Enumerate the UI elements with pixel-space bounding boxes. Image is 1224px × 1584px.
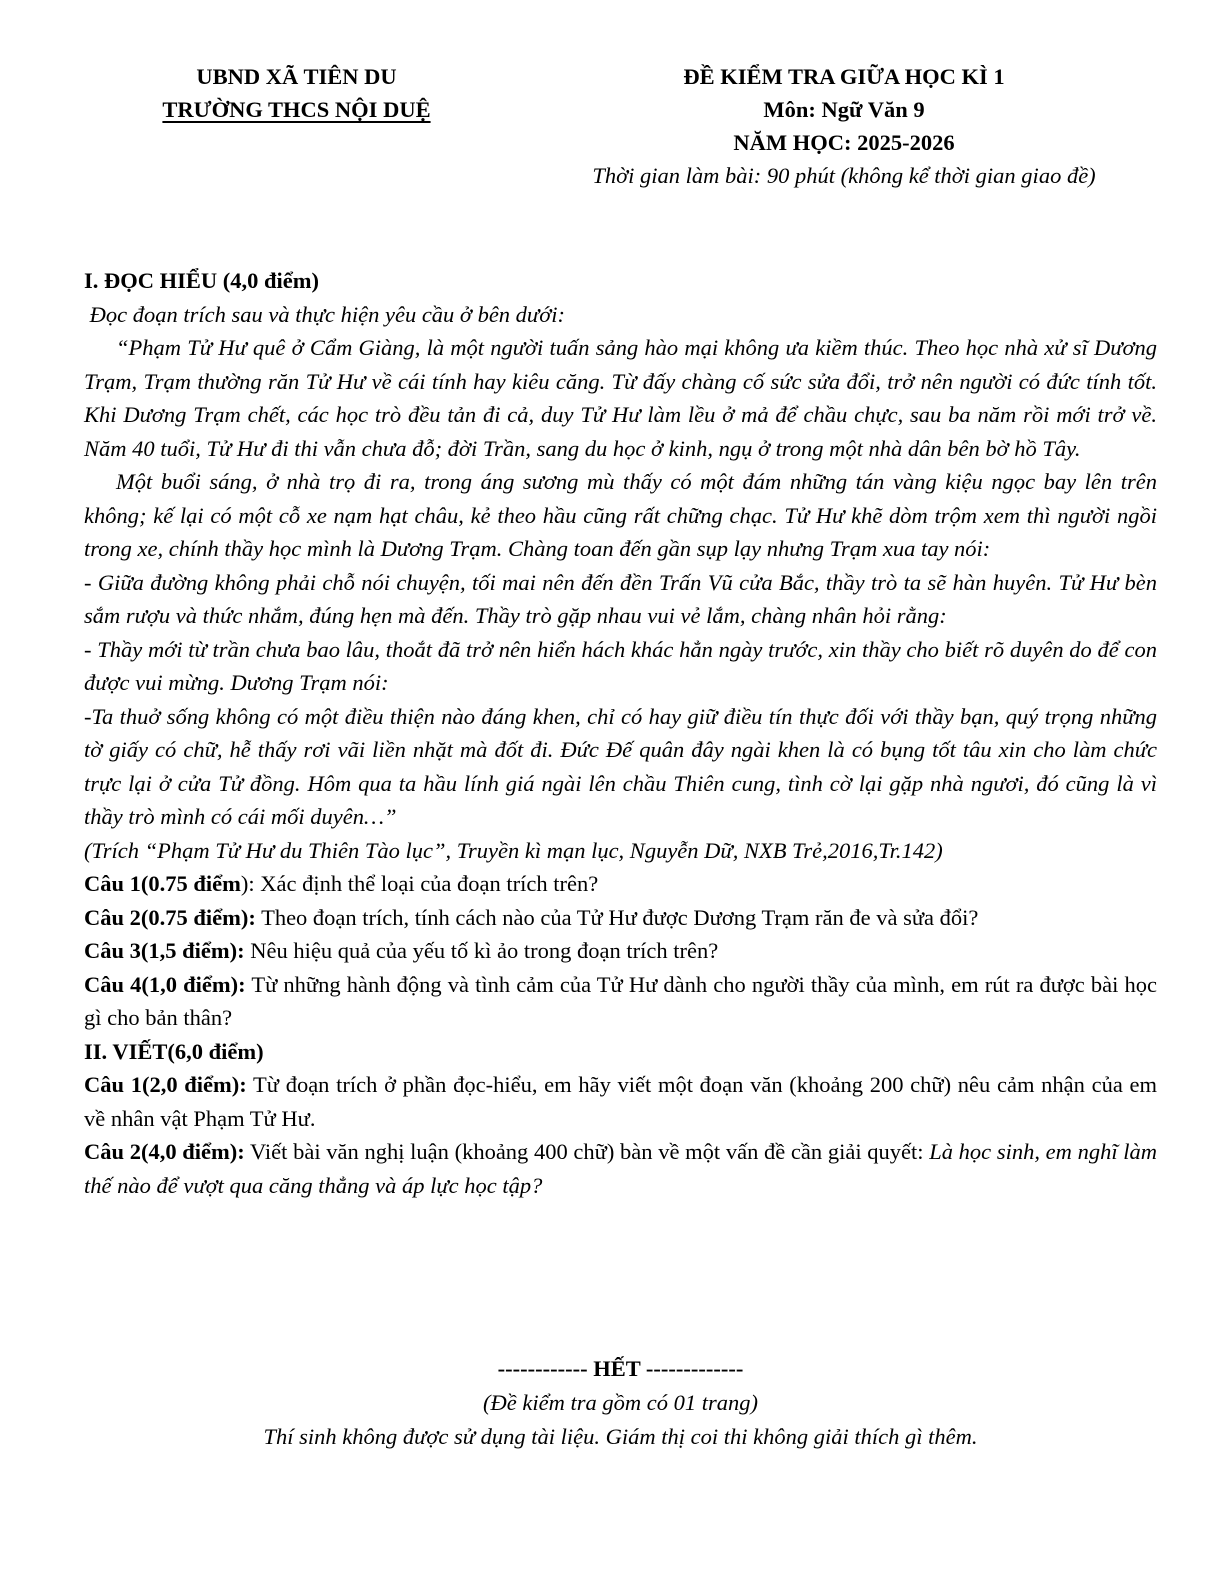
exam-header [524, 60, 1164, 192]
exam-duration: Thời gian làm bài: 90 phút (không kể thời gian giao đề) [592, 163, 1096, 188]
school-name: TRƯỜNG THCS NỘI DUỆ [162, 97, 431, 122]
school-header [84, 60, 509, 126]
rules-note: Thí sinh không được sử dụng tài liệu. Giám thị coi thi không giải thích gì thêm. [263, 1424, 978, 1449]
question-3-text: Nêu hiệu quả của yếu tố kì ảo trong đoạn trích trên? [244, 938, 719, 963]
question-3-label: Câu 3(1,5 điểm): [84, 938, 245, 963]
reading-instruction: Đọc đoạn trích sau và thực hiện yêu cầu ở bên dưới: [84, 301, 565, 327]
question-2-label: Câu 2(0.75 điểm): [84, 904, 256, 930]
writing-question-2 [84, 1135, 1157, 1202]
section-reading-title: I. ĐỌC HIỂU (4,0 điểm) [84, 268, 319, 293]
exam-title: ĐỀ KIỂM TRA GIỮA HỌC KÌ 1 [683, 64, 1005, 89]
writing-question-2-prompt: Là học sinh, em nghĩ làm thế nào để vượt qua căng thẳng và áp lực học tập? [84, 1139, 1158, 1198]
excerpt-paragraph-1: “Phạm Tử Hư quê ở Cẩm Giàng, là một người tuấn sảng hào mại không ưa kiềm thúc. Theo học nhà xử sĩ Dương Trạm, Trạm thường răn Tử Hư về cái tính hay kiêu căng. Từ đấy chàng cố sức sửa đổi, trở nên người có đức tính tốt. Khi Dương Trạm chết, các học trò đều tản đi cả, duy Tử Hư làm lều ở mả để chầu chực, sau ba năm rồi mới trở về. Năm 40 tuổi, Tử Hư đi thi vẫn chưa đỗ; đời Trần, sang du học ở kinh, ngụ ở trong một nhà dân bên bờ hồ Tây. [84, 335, 1157, 461]
excerpt-paragraph-5: -Ta thuở sống không có một điều thiện nào đáng khen, chỉ có hay giữ điều tín thực đối với thầy bạn, quý trọng những tờ giấy có chữ, hễ thấy rơi vãi liền nhặt mà đốt đi. Đức Đế quân đây ngài khen là có bụng tốt tâu xin cho làm chức trực lại ở cửa Tử đồng. Hôm qua ta hầu lính giá ngài lên chầu Thiên cung, tình cờ lại gặp nhà ngươi, đó cũng là vì thầy trò mình có cái mối duyên…” [84, 703, 1157, 829]
page-count-note: (Đề kiểm tra gồm có 01 trang) [483, 1390, 758, 1415]
end-marker: ------------ HẾT ------------- [497, 1356, 744, 1381]
question-3 [84, 934, 1157, 968]
writing-question-1-text: Từ đoạn trích ở phần đọc-hiểu, em hãy viết một đoạn văn (khoảng 200 chữ) nêu cảm nhận của em về nhân vật Phạm Tử Hư. [84, 1072, 1163, 1131]
writing-question-2-text: Viết bài văn nghị luận (khoảng 400 chữ) bàn về một vấn đề cần giải quyết: [244, 1139, 930, 1164]
commune-name: UBND XÃ TIÊN DU [196, 64, 397, 89]
question-4-text: Từ những hành động và tình cảm của Tử Hư dành cho người thầy của mình, em rút ra được bài học gì cho bản thân? [84, 971, 1163, 1030]
question-2 [84, 901, 1157, 935]
question-4-label: Câu 4(1,0 điểm): [84, 971, 246, 997]
excerpt-paragraph-2: Một buổi sáng, ở nhà trọ đi ra, trong áng sương mù thấy có một đám những tán vàng kiệu ngọc bay lên trên không; kế lại có một cỗ xe nạm hạt châu, kẻ theo hầu cũng rất chững chạc. Tử Hư khẽ dòm trộm xem thì người ngồi trong xe, chính thầy học mình là Dương Trạm. Chàng toan đến gần sụp lạy nhưng Trạm xua tay nói: [84, 469, 1157, 561]
exam-footer [84, 1352, 1157, 1454]
exam-year: NĂM HỌC: 2025-2026 [733, 130, 955, 155]
exam-body [84, 264, 1163, 1202]
writing-question-1 [84, 1068, 1163, 1135]
writing-question-2-label: Câu 2(4,0 điểm): [84, 1139, 245, 1164]
section-writing-title: II. VIẾT(6,0 điểm) [84, 1038, 264, 1064]
excerpt-paragraph-3: - Giữa đường không phải chỗ nói chuyện, tối mai nên đến đền Trấn Vũ cửa Bắc, thầy trò ta sẽ hàn huyên. Tử Hư bèn sắm rượu và thức nhắm, đúng hẹn mà đến. Thầy trò gặp nhau vui vẻ lắm, chàng nhân hỏi rằng: [84, 569, 1157, 628]
question-1 [84, 867, 1157, 901]
question-2-text: Theo đoạn trích, tính cách nào của Tử Hư được Dương Trạm răn đe và sửa đổi? [255, 904, 979, 930]
excerpt-source: (Trích “Phạm Tử Hư du Thiên Tào lục”, Truyền kì mạn lục, Nguyễn Dữ, NXB Trẻ,2016,Tr.142) [84, 837, 943, 863]
question-4 [84, 968, 1163, 1035]
question-1-text: ): Xác định thể loại của đoạn trích trên? [240, 871, 599, 896]
writing-question-1-label: Câu 1(2,0 điểm): [84, 1072, 247, 1097]
question-1-label: Câu 1(0.75 điểm [84, 871, 241, 896]
exam-subject: Môn: Ngữ Văn 9 [763, 97, 925, 122]
excerpt-paragraph-4: - Thầy mới từ trần chưa bao lâu, thoắt đã trở nên hiển hách khác hẳn ngày trước, xin thầy cho biết rõ duyên do để con được vui mừng. Dương Trạm nói: [84, 636, 1157, 695]
